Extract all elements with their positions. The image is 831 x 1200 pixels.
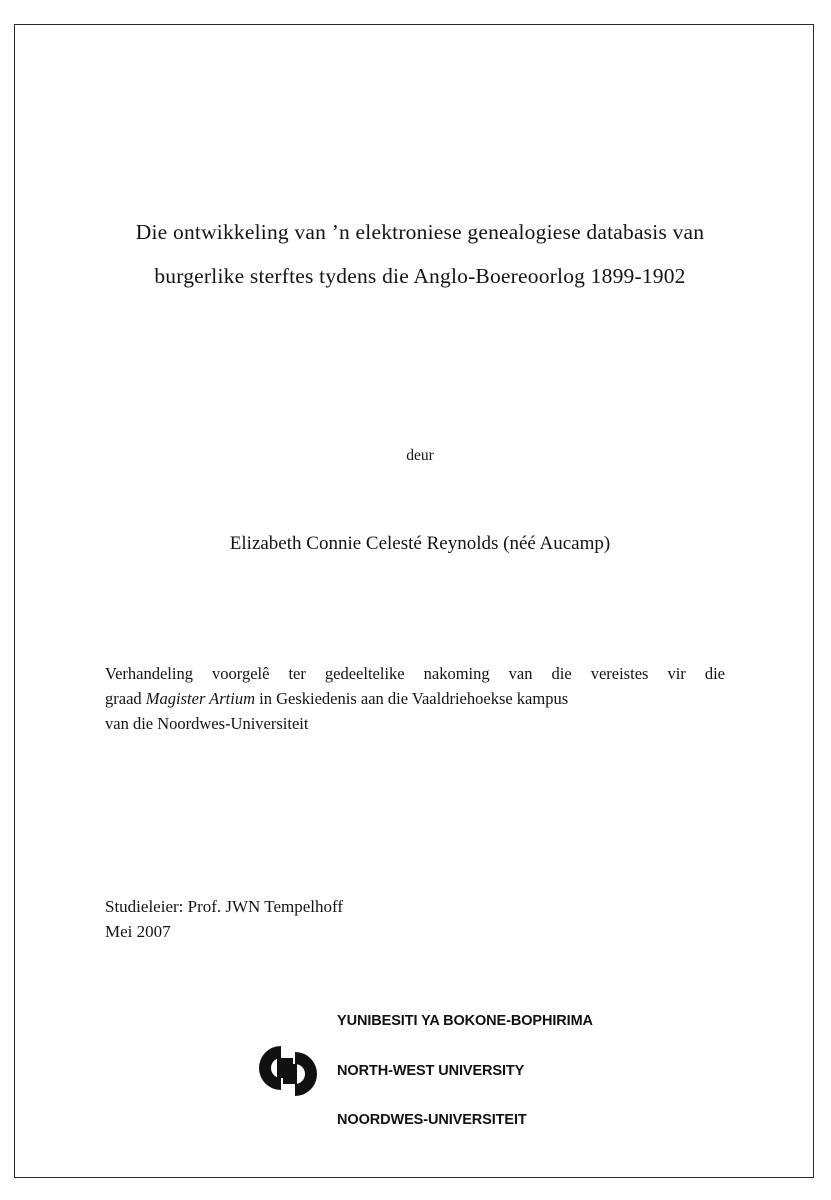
submission-date: Mei 2007: [105, 922, 171, 941]
page-content: [105, 25, 735, 1177]
supervisor-block: [105, 894, 735, 944]
degree-name-italic: Magister Artium: [145, 689, 256, 708]
supervisor-name: Studieleier: Prof. JWN Tempelhoff: [105, 897, 344, 916]
nwu-emblem-icon: [247, 1040, 329, 1102]
logo-text-line-2: NORTH-WEST UNIVERSITY: [337, 1062, 525, 1079]
logo-text-line-1: YUNIBESITI YA BOKONE-BOPHIRIMA: [337, 1013, 593, 1029]
page-border: [14, 24, 814, 1178]
page-title: [105, 210, 735, 298]
degree-statement-line-1: Verhandeling voorgelê ter gedeeltelike nakoming van die vereistes vir die: [105, 664, 725, 683]
title-line-2: burgerlike sterftes tydens die Anglo-Boereoorlog 1899-1902: [154, 264, 686, 288]
author-name: Elizabeth Connie Celesté Reynolds (néé Aucamp): [229, 533, 611, 554]
title-line-1: Die ontwikkeling van ’n elektroniese genealogiese databasis van: [135, 220, 705, 244]
degree-statement-line-2: [105, 686, 725, 711]
university-logo: [105, 980, 735, 1162]
degree-statement: [105, 661, 725, 736]
by-label: deur: [406, 447, 434, 464]
degree-statement-line-3: van die Noordwes-Universiteit: [105, 714, 309, 733]
degree-statement-line-2-post: in Geskiedenis aan die Vaaldriehoekse kampus: [255, 689, 569, 708]
degree-statement-line-2-pre: graad: [105, 689, 146, 708]
university-logo-text: [337, 980, 593, 1162]
logo-text-line-3: NOORDWES-UNIVERSITEIT: [337, 1112, 527, 1128]
